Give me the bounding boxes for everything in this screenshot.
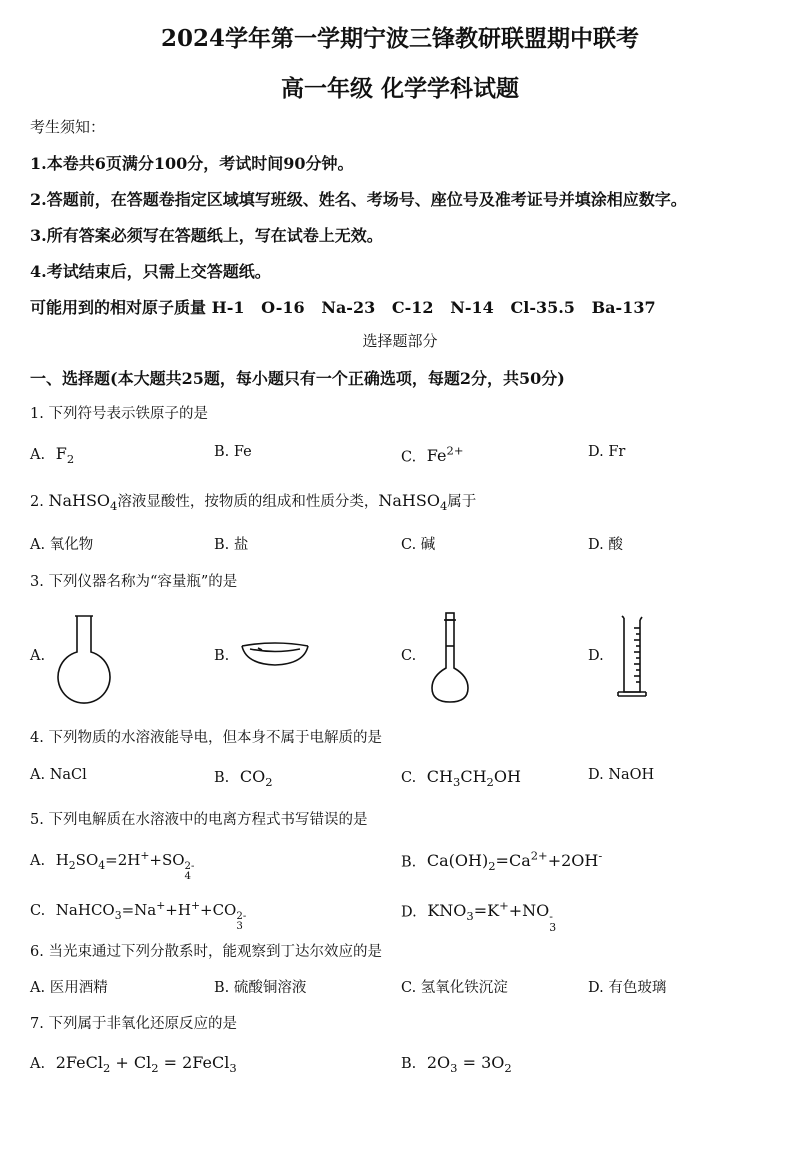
q2-text-2: 属于: [447, 494, 477, 510]
q2-formula-1: NaHSO: [48, 491, 111, 510]
round-bottom-flask-icon: [54, 614, 114, 702]
q5-b-label: B.: [401, 854, 417, 871]
q4-c-sub-1: 3: [453, 775, 461, 790]
atomic-mass-line: 可能用到的相对原子质量 H-1 O-16 Na-23 C-12 N-14 Cl-35.5 Ba-137: [30, 298, 656, 317]
q5-b-part-3: +2OH: [547, 851, 599, 871]
q4-b-label: B.: [214, 770, 230, 786]
q3-stem: 3. 下列仪器名称为“容量瓶”的是: [30, 574, 238, 590]
exam-title: 2024学年第一学期宁波三锋教研联盟期中联考: [160, 25, 639, 52]
q5-c-sup-3: 2-: [236, 910, 247, 922]
q5-c-part-3: +H: [165, 900, 191, 919]
q2-text-1: 溶液显酸性，按物质的组成和性质分类，: [117, 494, 379, 510]
q4-c-part-1: CH: [426, 767, 453, 786]
q5-a-part-2: SO: [75, 850, 99, 869]
q4-b-text: CO: [239, 767, 266, 786]
q5-option-b[interactable]: [401, 849, 602, 873]
notice-item-2: 2.答题前，在答题卷指定区域填写班级、姓名、考场号、座位号及准考证号并填涂相应数字。: [30, 190, 687, 209]
q5-a-sup-2: 2-: [184, 860, 195, 872]
q5-c-sup-2: +: [190, 899, 200, 912]
q1-a-sub: 2: [66, 452, 75, 467]
q1-option-d[interactable]: [588, 444, 625, 460]
q1-c-sup: 2+: [446, 444, 464, 458]
q7-b-label: B.: [401, 1056, 417, 1072]
graduated-cylinder-icon: [614, 614, 654, 700]
q7-a-part-3: = 2FeCl: [158, 1053, 230, 1072]
q3-option-a[interactable]: A.: [30, 648, 46, 664]
q4-option-d[interactable]: D. NaOH: [588, 767, 655, 783]
q7-b-part-2: = 3O: [457, 1053, 505, 1072]
q7-a-sub-1: 2: [102, 1061, 111, 1076]
q4-c-sub-2: 2: [486, 775, 494, 790]
q2-option-d[interactable]: D. 酸: [588, 537, 623, 553]
q7-option-a[interactable]: [30, 1053, 237, 1075]
q4-c-part-2: CH: [460, 767, 487, 786]
q1-c-text: Fe: [426, 446, 447, 466]
q5-option-c[interactable]: [30, 899, 246, 932]
q5-a-label: A.: [30, 852, 46, 869]
q2-num: 2.: [30, 494, 44, 510]
q1-option-c[interactable]: [401, 444, 463, 465]
q7-option-b[interactable]: [401, 1053, 512, 1075]
q5-a-part-4: +SO: [149, 850, 185, 869]
exam-subtitle: 高一年级 化学学科试题: [280, 75, 519, 102]
q5-c-part-4: +CO: [200, 900, 237, 919]
q5-b-sub-1: 2: [488, 859, 496, 874]
q1-b-text: Fe: [233, 444, 252, 460]
q5-a-part-1: H: [55, 850, 69, 869]
q1-d-label: D.: [588, 444, 604, 460]
q7-a-sub-2: 2: [151, 1061, 159, 1076]
q4-option-b[interactable]: [214, 767, 273, 789]
notice-item-4: 4.考试结束后，只需上交答题纸。: [30, 262, 271, 281]
q2-formula-1-sub: 4: [110, 499, 118, 514]
q7-b-sub-1: 3: [450, 1061, 458, 1076]
q5-d-sub-2: 3: [549, 921, 557, 934]
q5-a-sub-2: 4: [98, 858, 106, 872]
q5-b-sup-2: -: [598, 849, 603, 863]
q7-a-label: A.: [30, 1056, 46, 1072]
q1-option-b[interactable]: [214, 444, 252, 460]
volumetric-flask-icon: [426, 610, 476, 704]
q5-d-sup-1: +: [499, 899, 509, 913]
q6-stem: 6. 当光束通过下列分散系时，能观察到丁达尔效应的是: [30, 944, 382, 960]
q2-option-b[interactable]: B. 盐: [214, 537, 249, 553]
q7-a-sub-3: 3: [229, 1061, 237, 1076]
q4-c-label: C.: [401, 770, 417, 786]
evaporating-dish-icon: [240, 640, 310, 670]
q3-option-b[interactable]: B.: [214, 648, 230, 664]
q5-a-sup-1: +: [140, 849, 150, 862]
section-heading: 一、选择题(本大题共25题，每小题只有一个正确选项，每题2分，共50分): [30, 369, 565, 388]
q5-b-part-2: =Ca: [495, 851, 531, 871]
q5-b-part-1: Ca(OH): [426, 851, 489, 871]
q7-a-part-2: + Cl: [110, 1053, 152, 1072]
q5-c-label: C.: [30, 902, 46, 919]
notice-item-3: 3.所有答案必须写在答题纸上，写在试卷上无效。: [30, 226, 383, 245]
q5-option-d[interactable]: [401, 899, 556, 934]
q6-option-b[interactable]: B. 硫酸铜溶液: [214, 980, 307, 996]
q1-d-text: Fr: [608, 444, 626, 460]
q3-option-c[interactable]: C.: [401, 648, 417, 664]
q2-formula-2-sub: 4: [439, 499, 448, 514]
q7-stem: 7. 下列属于非氧化还原反应的是: [30, 1016, 237, 1032]
q5-d-part-3: +NO: [508, 901, 550, 921]
q5-option-a[interactable]: [30, 849, 194, 882]
q2-option-a[interactable]: A. 氧化物: [30, 537, 94, 553]
q5-c-part-2: =Na: [121, 900, 157, 919]
q5-a-sub-3: 4: [184, 870, 192, 882]
q6-option-d[interactable]: D. 有色玻璃: [588, 980, 667, 996]
q5-stem: 5. 下列电解质在水溶液中的电离方程式书写错误的是: [30, 812, 368, 828]
q5-a-part-3: =2H: [105, 850, 141, 869]
q1-a-label: A.: [30, 447, 46, 463]
q4-stem: 4. 下列物质的水溶液能导电，但本身不属于电解质的是: [30, 730, 382, 746]
q4-option-a[interactable]: A. NaCl: [30, 767, 87, 783]
section-part-title: 选择题部分: [362, 332, 438, 350]
q5-c-part-1: NaHCO: [55, 900, 115, 919]
q5-d-sup-2: -: [549, 910, 553, 924]
q5-d-sub-1: 3: [466, 909, 474, 924]
q7-a-part-1: 2FeCl: [55, 1053, 103, 1072]
q3-option-d[interactable]: D.: [588, 648, 604, 664]
q4-b-sub: 2: [265, 775, 273, 790]
q5-b-sup-1: 2+: [530, 849, 548, 863]
q2-option-c[interactable]: C. 碱: [401, 537, 436, 553]
q2-stem: [30, 490, 476, 513]
q1-c-label: C.: [401, 449, 417, 466]
q6-option-c[interactable]: C. 氢氧化铁沉淀: [401, 980, 508, 996]
q1-b-label: B.: [214, 444, 230, 460]
q4-option-c[interactable]: [401, 767, 521, 789]
q2-formula-2: NaHSO: [378, 491, 440, 510]
q4-c-part-3: OH: [493, 767, 521, 786]
q5-c-sub-1: 3: [114, 908, 122, 922]
q5-d-part-1: KNO: [427, 901, 467, 921]
q5-c-sub-2: 3: [236, 920, 243, 932]
q7-b-part-1: 2O: [426, 1053, 451, 1072]
notice-item-1: 1.本卷共6页满分100分，考试时间90分钟。: [30, 154, 354, 173]
q1-option-a[interactable]: [30, 444, 74, 466]
q1-stem: 1. 下列符号表示铁原子的是: [30, 406, 208, 422]
q1-a-text: F: [55, 444, 67, 463]
notice-heading: 考生须知：: [30, 118, 106, 136]
q5-c-sup-1: +: [156, 899, 166, 912]
q6-option-a[interactable]: A. 医用酒精: [30, 980, 108, 996]
q5-a-sub-1: 2: [68, 858, 76, 872]
q5-d-label: D.: [401, 904, 417, 921]
q5-d-part-2: =K: [473, 901, 500, 921]
q7-b-sub-2: 2: [504, 1061, 512, 1076]
